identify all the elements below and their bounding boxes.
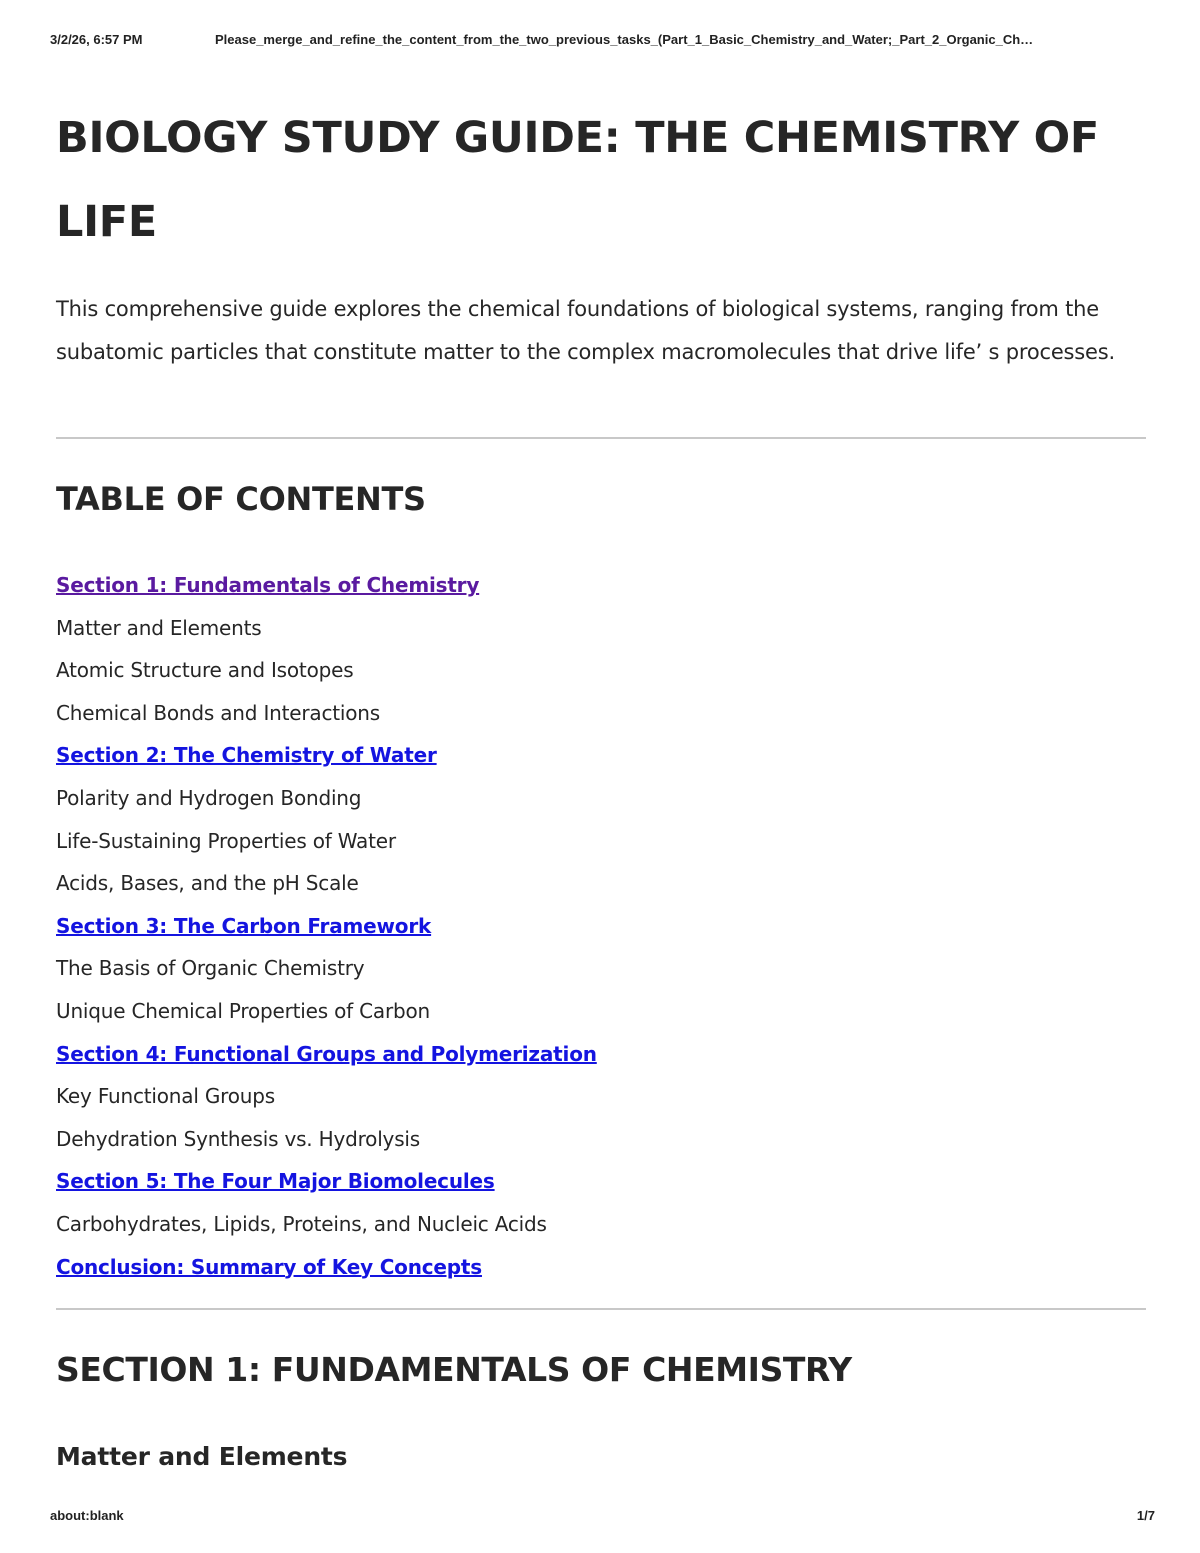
toc-section-item[interactable]: [56, 1246, 1146, 1289]
toc-subitem: [56, 947, 1146, 990]
toc-subitem: [56, 649, 1146, 692]
toc-subitem: [56, 990, 1146, 1033]
toc-subitem-label: Atomic Structure and Isotopes: [56, 658, 354, 683]
page-number: 1/7: [1136, 1508, 1155, 1523]
toc-link[interactable]: Section 1: Fundamentals of Chemistry: [56, 573, 480, 597]
toc-subitem-label: Acids, Bases, and the pH Scale: [56, 871, 359, 896]
toc-heading: TABLE OF CONTENTS: [56, 480, 426, 518]
toc-subitem-label: Matter and Elements: [56, 615, 262, 640]
toc-section-item[interactable]: [56, 1033, 1146, 1076]
toc-subitem-label: Carbohydrates, Lipids, Proteins, and Nucleic Acids: [56, 1211, 547, 1236]
toc-subitem-label: Chemical Bonds and Interactions: [56, 700, 380, 725]
toc-subitem-label: Key Functional Groups: [56, 1084, 275, 1109]
print-datetime: 3/2/26, 6:57 PM: [50, 32, 143, 47]
page-title: BIOLOGY STUDY GUIDE: THE CHEMISTRY OF LIFE: [56, 113, 1099, 247]
print-header: [50, 32, 1155, 52]
toc-section-item[interactable]: [56, 734, 1146, 777]
print-footer: [50, 1508, 1155, 1528]
toc-subitem: [56, 1118, 1146, 1161]
toc-subitem: [56, 1203, 1146, 1246]
toc-link[interactable]: Section 3: The Carbon Framework: [56, 913, 432, 938]
toc-link[interactable]: Section 2: The Chemistry of Water: [56, 743, 437, 768]
print-document-title: Please_merge_and_refine_the_content_from_the_two_previous_tasks_(Part_1_Basic_Chemistry_and_Water;_Part_2_Organic_Ch…: [215, 32, 1034, 47]
toc-link[interactable]: Section 5: The Four Major Biomolecules: [56, 1169, 495, 1194]
toc-subitem: [56, 607, 1146, 650]
toc-section-item[interactable]: [56, 905, 1146, 948]
toc-section-item[interactable]: [56, 564, 1146, 607]
table-of-contents: [56, 564, 1146, 1288]
section-1-heading: SECTION 1: FUNDAMENTALS OF CHEMISTRY: [56, 1350, 852, 1389]
toc-section-item[interactable]: [56, 1160, 1146, 1203]
toc-subitem-label: Life-Sustaining Properties of Water: [56, 828, 396, 853]
print-url: about:blank: [50, 1508, 124, 1523]
toc-link[interactable]: Conclusion: Summary of Key Concepts: [56, 1254, 482, 1279]
toc-subitem: [56, 1075, 1146, 1118]
toc-subitem-label: Dehydration Synthesis vs. Hydrolysis: [56, 1126, 420, 1151]
subheading-matter-and-elements: Matter and Elements: [56, 1442, 348, 1471]
intro-paragraph: This comprehensive guide explores the chemical foundations of biological systems, ranging from the subatomic particles that constitute matter to the complex macromolecules that drive life’ s processes.: [56, 297, 1115, 364]
toc-link[interactable]: Section 4: Functional Groups and Polymerization: [56, 1041, 597, 1066]
toc-subitem-label: Unique Chemical Properties of Carbon: [56, 998, 430, 1023]
divider: [56, 1308, 1146, 1310]
toc-subitem: [56, 692, 1146, 735]
toc-subitem: [56, 862, 1146, 905]
divider: [56, 437, 1146, 439]
toc-subitem-label: The Basis of Organic Chemistry: [56, 956, 365, 981]
toc-subitem-label: Polarity and Hydrogen Bonding: [56, 785, 362, 810]
toc-subitem: [56, 777, 1146, 820]
toc-subitem: [56, 820, 1146, 863]
